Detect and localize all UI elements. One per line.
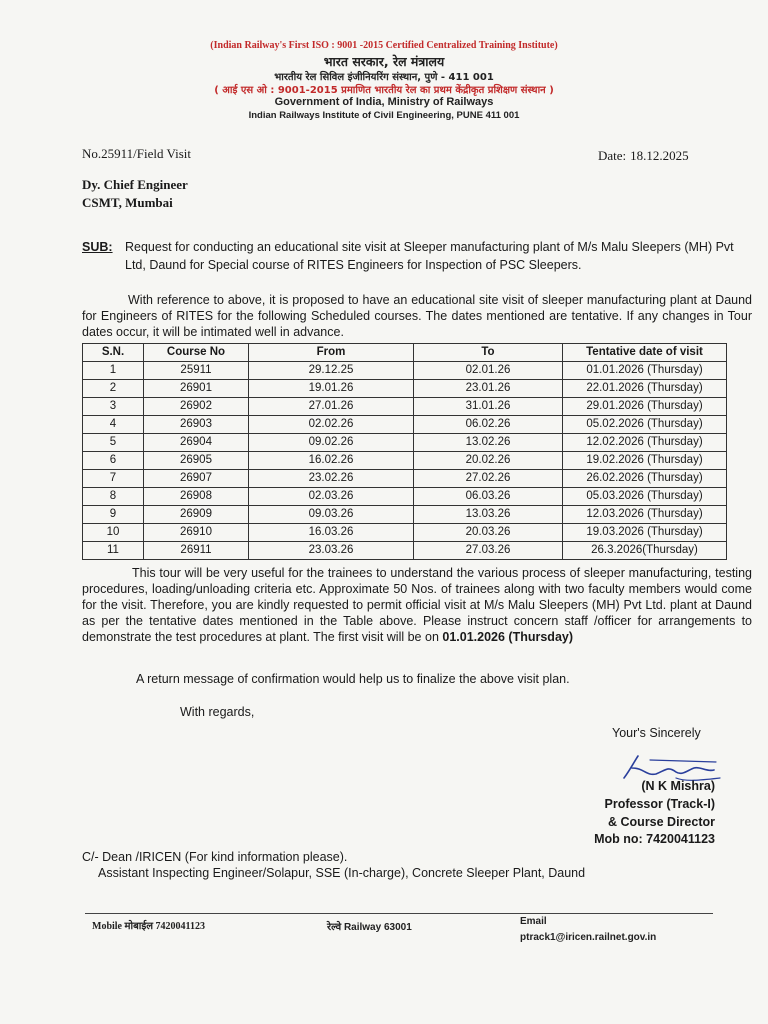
cell-sn: 1 <box>83 362 144 380</box>
cell-to: 13.03.26 <box>414 506 563 524</box>
signatory-name: (N K Mishra) <box>641 779 715 793</box>
cell-sn: 3 <box>83 398 144 416</box>
details-text: This tour will be very useful for the trainees to understand the various process of sleeper manufacturing, testing procedures, loading/unloading criteria etc. Approximate 50 Nos. of trainees along with two faculty members would come for the visit. Therefore, you are kindly requested to permit official visit at M/s Malu Sleepers (MH) Pvt Ltd. plant at Daund as per the tentative dates mentioned in the Table above. Please instruct concern staff /officer for arrangements to demonstrate the test procedures at plant. The first visit will be on <box>82 566 752 644</box>
cell-course-no: 26901 <box>144 380 249 398</box>
government-line: Government of India, Ministry of Railways <box>274 96 494 108</box>
cell-sn: 2 <box>83 380 144 398</box>
table-body <box>83 362 727 560</box>
date-value: 18.12.2025 <box>630 148 689 163</box>
first-visit-date: 01.01.2026 (Thursday) <box>442 630 574 644</box>
cell-visit-date: 26.3.2026(Thursday) <box>563 542 727 560</box>
cell-sn: 5 <box>83 434 144 452</box>
cell-visit-date: 12.03.2026 (Thursday) <box>563 506 727 524</box>
cell-course-no: 26911 <box>144 542 249 560</box>
hindi-iso-line: ( आई एस ओ : 9001-2015 प्रमाणित भारतीय रेल का प्रथम केंद्रीकृत प्रशिक्षण संस्थान ) <box>214 85 554 96</box>
cell-to: 23.01.26 <box>414 380 563 398</box>
table-row <box>83 488 727 506</box>
cell-course-no: 26907 <box>144 470 249 488</box>
confirmation-request: A return message of confirmation would help us to finalize the above visit plan. <box>136 672 570 686</box>
signatory-designation: Professor (Track-I) <box>604 797 715 811</box>
cell-from: 16.02.26 <box>249 452 414 470</box>
cell-to: 27.02.26 <box>414 470 563 488</box>
footer-divider <box>85 913 713 914</box>
footer-email-address[interactable]: ptrack1@iricen.railnet.gov.in <box>520 932 657 943</box>
addressee-location: CSMT, Mumbai <box>82 195 173 210</box>
cell-to: 20.03.26 <box>414 524 563 542</box>
cell-from: 23.02.26 <box>249 470 414 488</box>
subject-text: Request for conducting an educational site visit at Sleeper manufacturing plant of M/s Malu Sleepers (MH) Pvt Ltd, Daund for Special course of RITES Engineers for Inspection of PSC Sleepers. <box>125 240 734 272</box>
table-row <box>83 524 727 542</box>
cell-to: 27.03.26 <box>414 542 563 560</box>
cell-from: 23.03.26 <box>249 542 414 560</box>
subject-block <box>82 238 752 274</box>
cc-line-engineer: Assistant Inspecting Engineer/Solapur, SSE (In-charge), Concrete Sleeper Plant, Daund <box>98 866 586 880</box>
cell-from: 09.03.26 <box>249 506 414 524</box>
table-row <box>83 542 727 560</box>
cell-visit-date: 19.02.2026 (Thursday) <box>563 452 727 470</box>
cell-to: 31.01.26 <box>414 398 563 416</box>
cell-to: 13.02.26 <box>414 434 563 452</box>
cell-sn: 9 <box>83 506 144 524</box>
cell-course-no: 26905 <box>144 452 249 470</box>
hindi-institute-line: भारतीय रेल सिविल इंजीनियरिंग संस्थान, पुणे - 411 001 <box>274 72 494 83</box>
column-header-to: To <box>414 344 563 362</box>
footer-mobile: Mobile मोबाईल 7420041123 <box>92 921 206 932</box>
table-row <box>83 362 727 380</box>
cell-to: 02.01.26 <box>414 362 563 380</box>
institute-line: Indian Railways Institute of Civil Engineering, PUNE 411 001 <box>248 110 520 121</box>
cell-visit-date: 22.01.2026 (Thursday) <box>563 380 727 398</box>
cell-from: 19.01.26 <box>249 380 414 398</box>
cell-to: 06.02.26 <box>414 416 563 434</box>
table-row <box>83 398 727 416</box>
cell-visit-date: 05.02.2026 (Thursday) <box>563 416 727 434</box>
intro-paragraph: With reference to above, it is proposed to have an educational site visit of sleeper manufacturing plant at Daund for Engineers of RITES for the following Scheduled courses. The dates mentioned are tentative. If any changes in Tour dates occur, it will be intimated well in advance. <box>82 293 752 339</box>
cell-to: 20.02.26 <box>414 452 563 470</box>
table-row <box>83 506 727 524</box>
date-label: Date: <box>598 148 627 163</box>
visit-schedule-table <box>82 343 727 560</box>
cell-from: 27.01.26 <box>249 398 414 416</box>
table-row <box>83 452 727 470</box>
column-header-sn: S.N. <box>83 344 144 362</box>
cell-course-no: 25911 <box>144 362 249 380</box>
cell-from: 29.12.25 <box>249 362 414 380</box>
addressee-title: Dy. Chief Engineer <box>82 177 188 192</box>
cell-sn: 4 <box>83 416 144 434</box>
cell-sn: 6 <box>83 452 144 470</box>
cell-sn: 8 <box>83 488 144 506</box>
cell-to: 06.03.26 <box>414 488 563 506</box>
details-paragraph <box>82 565 752 645</box>
table-row <box>83 380 727 398</box>
hindi-ministry-line: भारत सरकार, रेल मंत्रालय <box>323 54 445 69</box>
cell-from: 16.03.26 <box>249 524 414 542</box>
iso-certification-line: (Indian Railway's First ISO : 9001 -2015 Certified Centralized Training Institute) <box>210 40 558 51</box>
signatory-role: & Course Director <box>608 815 715 829</box>
cell-sn: 7 <box>83 470 144 488</box>
footer-email-label: Email <box>520 916 547 927</box>
cell-course-no: 26909 <box>144 506 249 524</box>
cell-visit-date: 01.01.2026 (Thursday) <box>563 362 727 380</box>
column-header-from: From <box>249 344 414 362</box>
letter-date <box>598 148 689 164</box>
cc-line-dean: C/- Dean /IRICEN (For kind information please). <box>82 850 348 864</box>
table-row <box>83 470 727 488</box>
cell-course-no: 26902 <box>144 398 249 416</box>
cell-visit-date: 26.02.2026 (Thursday) <box>563 470 727 488</box>
cell-from: 09.02.26 <box>249 434 414 452</box>
table-row <box>83 416 727 434</box>
footer-railway-phone: रेल्वे Railway 63001 <box>327 922 412 933</box>
cell-course-no: 26904 <box>144 434 249 452</box>
table-header-row <box>83 344 727 362</box>
cell-visit-date: 12.02.2026 (Thursday) <box>563 434 727 452</box>
cell-from: 02.02.26 <box>249 416 414 434</box>
regards-line: With regards, <box>180 705 255 719</box>
cell-from: 02.03.26 <box>249 488 414 506</box>
cell-sn: 10 <box>83 524 144 542</box>
column-header-course-no: Course No <box>144 344 249 362</box>
signatory-mobile: Mob no: 7420041123 <box>594 832 715 846</box>
cell-sn: 11 <box>83 542 144 560</box>
cell-course-no: 26910 <box>144 524 249 542</box>
cell-visit-date: 19.03.2026 (Thursday) <box>563 524 727 542</box>
cell-visit-date: 29.01.2026 (Thursday) <box>563 398 727 416</box>
reference-number: No.25911/Field Visit <box>82 146 192 161</box>
cell-course-no: 26903 <box>144 416 249 434</box>
table-row <box>83 434 727 452</box>
closing-line: Your's Sincerely <box>612 726 701 740</box>
cell-course-no: 26908 <box>144 488 249 506</box>
subject-label: SUB: <box>82 240 113 254</box>
cell-visit-date: 05.03.2026 (Thursday) <box>563 488 727 506</box>
column-header-visit-date: Tentative date of visit <box>563 344 727 362</box>
